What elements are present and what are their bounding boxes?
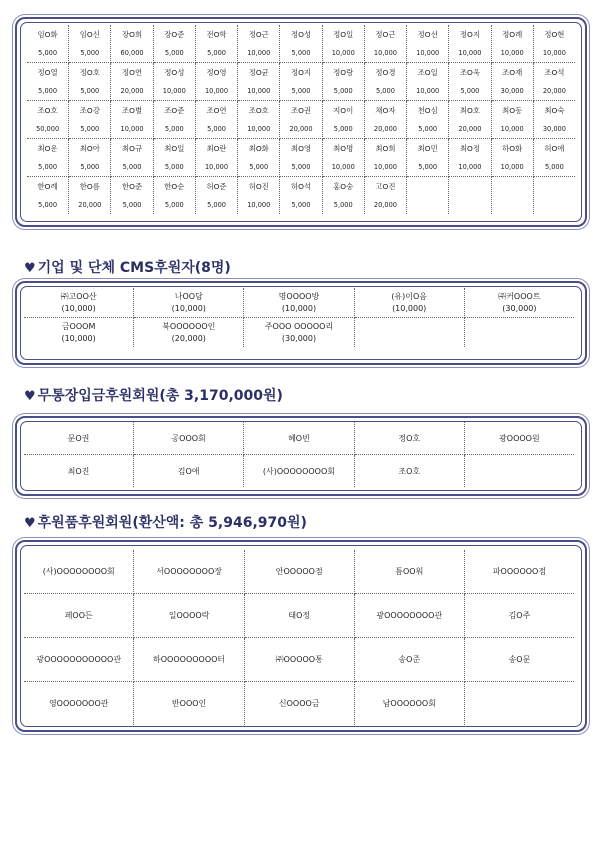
- donor-name: 명OOOO방: [278, 291, 320, 301]
- donor-cell: [407, 101, 449, 139]
- donor-name: 정O지: [290, 68, 312, 78]
- inkind-section-title: [24, 512, 307, 532]
- individual-donor-table: [27, 25, 575, 214]
- cms-donor-cell: [354, 288, 464, 318]
- donor-amount: (10,000): [171, 303, 206, 313]
- donor-cell: [280, 139, 322, 177]
- donor-amount: 10,000: [458, 48, 482, 57]
- donor-cell: [280, 25, 322, 63]
- donor-amount: 10,000: [204, 162, 229, 171]
- donor-amount: 10,000: [247, 48, 271, 57]
- donor-amount: 5,000: [207, 48, 226, 57]
- donor-cell: [491, 177, 533, 215]
- donor-amount: 5,000: [80, 124, 100, 133]
- donor-amount: 10,000: [416, 86, 440, 95]
- donor-name: 조O연: [206, 106, 227, 116]
- donor-cell: [491, 25, 533, 63]
- donor-name: 정O랑: [333, 68, 354, 78]
- donor-amount: 5,000: [333, 200, 353, 209]
- table-row: [24, 288, 574, 318]
- donor-name: 조O일: [417, 68, 438, 78]
- cms-donor-table: [24, 288, 574, 347]
- donor-cell: [238, 177, 280, 215]
- donor-name: 최O일: [164, 144, 185, 154]
- donor-name: 임O신: [79, 30, 100, 40]
- donor-name: 정O연: [122, 68, 143, 78]
- donor-name: 정O경: [375, 68, 396, 78]
- table-row: [24, 550, 574, 594]
- donor-amount: 5,000: [544, 162, 564, 171]
- donor-cell: [322, 177, 364, 215]
- donor-name: 최O명: [333, 144, 354, 154]
- donor-name: 최O민: [417, 144, 438, 154]
- inkind-donor-cell: ㈜OOOOO통: [244, 638, 354, 682]
- cms-section-title: [24, 257, 231, 277]
- donor-cell: [280, 101, 322, 139]
- donor-cell: [153, 63, 195, 101]
- donor-amount: (10,000): [61, 303, 96, 313]
- donor-name: 조O준: [164, 106, 185, 116]
- inkind-donor-cell: 파OOOOOO점: [464, 550, 574, 594]
- donor-cell: [27, 63, 69, 101]
- donor-name: 최O희: [375, 144, 396, 154]
- donor-name: 정O선: [417, 30, 438, 40]
- deposit-title-text: 무통장입금후원회원(총 3,170,000원): [37, 388, 283, 404]
- donor-name: 장O준: [164, 30, 185, 40]
- inkind-donor-cell: 안OOOOO점: [244, 550, 354, 594]
- cms-donor-cell: [134, 288, 244, 318]
- donor-cell: [280, 177, 322, 215]
- donor-amount: 5,000: [291, 48, 311, 57]
- inkind-donor-cell: 영OOOOOOO관: [24, 682, 134, 726]
- donor-amount: (10,000): [392, 303, 427, 313]
- donor-name: 한O례: [37, 182, 58, 192]
- donor-name: 한O름: [79, 182, 100, 192]
- donor-amount: 10,000: [373, 162, 397, 171]
- donor-amount: 5,000: [207, 200, 226, 209]
- donor-cell: [407, 25, 449, 63]
- donor-amount: 5,000: [38, 48, 58, 57]
- donor-cell: [280, 63, 322, 101]
- inkind-donor-cell: 광OOOOOOOO관: [354, 594, 464, 638]
- donor-name: 정O근: [248, 30, 269, 40]
- donor-cell: [407, 63, 449, 101]
- donor-name: 금OOOM: [61, 321, 96, 331]
- donor-cell: [364, 139, 406, 177]
- cms-donor-cell: [244, 318, 354, 348]
- donor-name: 조O석: [544, 68, 565, 78]
- inkind-donor-cell: 송O문: [464, 638, 574, 682]
- donor-cell: [491, 63, 533, 101]
- donor-amount: 5,000: [333, 124, 353, 133]
- donor-cell: [364, 63, 406, 101]
- donor-cell: [449, 101, 491, 139]
- donor-amount: 20,000: [373, 200, 397, 209]
- donor-amount: 10,000: [458, 162, 482, 171]
- donor-amount: 20,000: [120, 86, 144, 95]
- inkind-donor-cell: 태O정: [244, 594, 354, 638]
- donor-name: 최O운: [37, 144, 58, 154]
- donor-amount: 30,000: [500, 86, 524, 95]
- table-row: [24, 594, 574, 638]
- donor-amount: 5,000: [122, 200, 142, 209]
- table-row: [27, 63, 575, 101]
- donor-cell: [322, 139, 364, 177]
- deposit-donor-cell: 혜O빈: [244, 422, 355, 455]
- donor-cell: [238, 139, 280, 177]
- donor-amount: 10,000: [247, 124, 271, 133]
- table-row: [24, 422, 574, 455]
- donor-name: 정O호: [79, 68, 100, 78]
- donor-name: 조O욱: [459, 68, 480, 78]
- donor-amount: (30,000): [502, 303, 537, 313]
- donor-cell: [153, 177, 195, 215]
- donor-name: 한O준: [122, 182, 143, 192]
- donor-name: 전O학: [206, 30, 227, 40]
- inkind-donor-cell: 남OOOOOO회: [354, 682, 464, 726]
- cms-title-text: 기업 및 단체 CMS후원자(8명): [37, 260, 231, 276]
- table-row: [24, 318, 574, 348]
- donor-amount: 20,000: [458, 124, 482, 133]
- donor-amount: 5,000: [122, 162, 142, 171]
- donor-name: 최O동: [502, 106, 523, 116]
- deposit-donor-cell: 문O권: [24, 422, 134, 455]
- donor-amount: 5,000: [38, 200, 58, 209]
- donor-amount: 10,000: [120, 124, 144, 133]
- donor-name: 조O강: [79, 106, 100, 116]
- donor-name: 정O열: [37, 68, 58, 78]
- donor-amount: 10,000: [331, 48, 355, 57]
- cms-donor-cell: [464, 288, 574, 318]
- donor-name: 최O화: [248, 144, 269, 154]
- donor-name: 하O화: [502, 144, 523, 154]
- table-row: [24, 682, 574, 726]
- heart-icon: ♥: [24, 389, 36, 404]
- inkind-donor-cell: 송O준: [354, 638, 464, 682]
- inkind-donor-table: [24, 550, 574, 725]
- donor-name: 최O숙: [544, 106, 565, 116]
- donor-cell: [533, 25, 575, 63]
- donor-amount: 10,000: [542, 48, 566, 57]
- donor-amount: 20,000: [78, 200, 102, 209]
- donor-name: 허O석: [290, 182, 312, 192]
- inkind-donor-cell: 김O주: [464, 594, 574, 638]
- donor-amount: 10,000: [500, 124, 524, 133]
- donor-name: 장O희: [122, 30, 143, 40]
- inkind-donor-cell: 반OOO인: [134, 682, 244, 726]
- donor-name: 채O자: [375, 106, 396, 116]
- donor-cell: [533, 177, 575, 215]
- donor-cell: [27, 139, 69, 177]
- table-row: [24, 455, 574, 488]
- donor-cell: [195, 25, 237, 63]
- donor-name: 최O정: [459, 144, 480, 154]
- table-row: [27, 177, 575, 215]
- cms-donor-cell: [464, 318, 574, 348]
- donor-cell: [238, 101, 280, 139]
- donor-cell: [449, 25, 491, 63]
- donor-amount: 10,000: [416, 48, 440, 57]
- donor-cell: [364, 25, 406, 63]
- donor-amount: 10,000: [373, 48, 397, 57]
- deposit-donor-box: [15, 416, 587, 496]
- donor-cell: [364, 177, 406, 215]
- inkind-donor-cell: 신OOOO금: [244, 682, 354, 726]
- donor-name: 임O화: [37, 30, 58, 40]
- donor-name: 허O진: [248, 182, 269, 192]
- donor-name: 최O란: [206, 144, 227, 154]
- donor-cell: [195, 177, 237, 215]
- donor-name: 정O지: [459, 30, 480, 40]
- table-row: [24, 638, 574, 682]
- donor-amount: 5,000: [418, 162, 438, 171]
- donor-amount: 20,000: [289, 124, 313, 133]
- donor-name: 한O순: [164, 182, 185, 192]
- donor-cell: [322, 101, 364, 139]
- donor-name: 천O심: [417, 106, 438, 116]
- donor-cell: [153, 139, 195, 177]
- donor-name: 지O이: [333, 106, 354, 116]
- individual-donor-box: [15, 17, 587, 227]
- donor-cell: [27, 177, 69, 215]
- donor-amount: 60,000: [120, 48, 144, 57]
- donor-name: 정O일: [333, 30, 354, 40]
- heart-icon: ♥: [24, 516, 36, 531]
- donor-amount: 10,000: [162, 86, 186, 95]
- inkind-donor-cell: 페OO든: [24, 594, 134, 638]
- table-row: [27, 25, 575, 63]
- donor-amount: (30,000): [281, 333, 317, 343]
- donor-cell: [449, 139, 491, 177]
- donor-name: 조O별: [122, 106, 143, 116]
- donor-cell: [111, 177, 153, 215]
- donor-name: 조O재: [502, 68, 523, 78]
- donor-amount: 10,000: [500, 162, 524, 171]
- donor-cell: [407, 139, 449, 177]
- cms-donor-cell: [244, 288, 354, 318]
- donor-cell: [491, 139, 533, 177]
- donor-name: 조O권: [290, 106, 312, 116]
- donor-name: 조O호: [248, 106, 269, 116]
- donor-cell: [111, 25, 153, 63]
- inkind-donor-cell: 일OOOO락: [134, 594, 244, 638]
- donor-amount: 5,000: [249, 162, 269, 171]
- donor-name: (유)이O음: [391, 291, 428, 301]
- deposit-donor-cell: (사)OOOOOOOO회: [244, 455, 355, 488]
- deposit-section-title: [24, 385, 283, 405]
- deposit-donor-cell: 정O호: [354, 422, 464, 455]
- donor-amount: 5,000: [164, 200, 184, 209]
- deposit-donor-cell: 공OOO회: [134, 422, 244, 455]
- donor-amount: 5,000: [460, 86, 480, 95]
- donor-cell: [238, 63, 280, 101]
- donor-amount: (10,000): [61, 333, 96, 343]
- inkind-donor-box: [15, 540, 587, 732]
- donor-amount: (10,000): [281, 303, 317, 313]
- donor-amount: 5,000: [80, 48, 100, 57]
- inkind-donor-cell: 하OOOOOOOOO터: [134, 638, 244, 682]
- deposit-donor-cell: [464, 455, 574, 488]
- donor-name: 나OO담: [174, 291, 203, 301]
- donor-name: 최O규: [122, 144, 143, 154]
- heart-icon: ♥: [24, 261, 36, 276]
- inkind-donor-cell: 서OOOOOOOO장: [134, 550, 244, 594]
- donor-cell: [407, 177, 449, 215]
- donor-name: 정O영: [206, 68, 227, 78]
- donor-amount: (20,000): [171, 333, 206, 343]
- donor-amount: 5,000: [291, 162, 311, 171]
- donor-cell: [69, 63, 111, 101]
- donor-name: 허O준: [206, 182, 227, 192]
- donor-amount: 5,000: [38, 86, 58, 95]
- donor-amount: 20,000: [373, 124, 397, 133]
- donor-amount: 5,000: [80, 86, 100, 95]
- donor-cell: [153, 101, 195, 139]
- cms-donor-cell: [134, 318, 244, 348]
- donor-name: 주OOO OOOOO리: [264, 321, 334, 331]
- donor-name: 북OOOOOO인: [162, 321, 216, 331]
- donor-amount: 5,000: [164, 162, 184, 171]
- donor-cell: [111, 63, 153, 101]
- donor-name: 정O균: [248, 68, 269, 78]
- inkind-donor-cell: 틈OO워: [354, 550, 464, 594]
- deposit-donor-cell: 최O진: [24, 455, 134, 488]
- donor-cell: [195, 139, 237, 177]
- donor-amount: 50,000: [36, 124, 60, 133]
- donor-cell: [449, 63, 491, 101]
- donor-name: ㈜고OO산: [60, 291, 97, 301]
- donor-amount: 30,000: [542, 124, 566, 133]
- donor-amount: 5,000: [291, 200, 311, 209]
- donor-cell: [364, 101, 406, 139]
- donor-cell: [533, 139, 575, 177]
- deposit-donor-cell: 조O호: [354, 455, 464, 488]
- donor-name: 조O호: [37, 106, 58, 116]
- cms-donor-cell: [24, 288, 134, 318]
- donor-name: 홍O숭: [333, 182, 354, 192]
- donor-name: 정O현: [544, 30, 565, 40]
- donor-cell: [322, 63, 364, 101]
- table-row: [27, 101, 575, 139]
- donor-amount: 5,000: [164, 48, 184, 57]
- donor-amount: 5,000: [38, 162, 58, 171]
- donor-name: 허O애: [544, 144, 565, 154]
- donor-cell: [449, 177, 491, 215]
- donor-name: 정O례: [502, 30, 523, 40]
- donor-name: 정O성: [290, 30, 312, 40]
- inkind-donor-cell: (사)OOOOOOOO회: [24, 550, 134, 594]
- donor-amount: 10,000: [331, 162, 355, 171]
- donor-name: 최O영: [290, 144, 312, 154]
- donor-cell: [153, 25, 195, 63]
- donor-cell: [69, 25, 111, 63]
- donor-amount: 10,000: [247, 200, 271, 209]
- donor-amount: 10,000: [500, 48, 524, 57]
- donor-cell: [111, 101, 153, 139]
- donor-cell: [27, 25, 69, 63]
- donor-name: 고O진: [375, 182, 396, 192]
- donor-amount: 20,000: [542, 86, 566, 95]
- donor-cell: [69, 101, 111, 139]
- deposit-donor-cell: 김O애: [134, 455, 244, 488]
- donor-cell: [69, 177, 111, 215]
- donor-cell: [195, 63, 237, 101]
- inkind-donor-cell: [464, 682, 574, 726]
- donor-name: 최O호: [459, 106, 480, 116]
- donor-amount: 10,000: [204, 86, 229, 95]
- donor-name: 정O근: [375, 30, 396, 40]
- donor-name: 최O아: [79, 144, 100, 154]
- donor-amount: 5,000: [376, 86, 395, 95]
- deposit-donor-cell: 광OOOO원: [464, 422, 574, 455]
- donor-amount: 5,000: [291, 86, 311, 95]
- donor-amount: 5,000: [333, 86, 353, 95]
- donor-name: 정O성: [164, 68, 185, 78]
- donor-cell: [533, 63, 575, 101]
- donor-cell: [69, 139, 111, 177]
- cms-donor-box: [15, 281, 587, 365]
- donor-amount: 10,000: [247, 86, 271, 95]
- table-row: [27, 139, 575, 177]
- donor-cell: [111, 139, 153, 177]
- donor-cell: [27, 101, 69, 139]
- donor-amount: 5,000: [207, 124, 226, 133]
- donor-amount: 5,000: [164, 124, 184, 133]
- donor-cell: [195, 101, 237, 139]
- cms-donor-cell: [24, 318, 134, 348]
- donor-cell: [322, 25, 364, 63]
- donor-cell: [491, 101, 533, 139]
- deposit-donor-table: [24, 422, 574, 487]
- donor-cell: [238, 25, 280, 63]
- donor-name: ㈜커OOO트: [498, 291, 541, 301]
- cms-donor-cell: [354, 318, 464, 348]
- donor-amount: 5,000: [418, 124, 438, 133]
- inkind-donor-cell: 광OOOOOOOOOOO관: [24, 638, 134, 682]
- inkind-title-text: 후원품후원회원(환산액: 총 5,946,970원): [37, 515, 307, 531]
- donor-amount: 5,000: [80, 162, 100, 171]
- donor-cell: [533, 101, 575, 139]
